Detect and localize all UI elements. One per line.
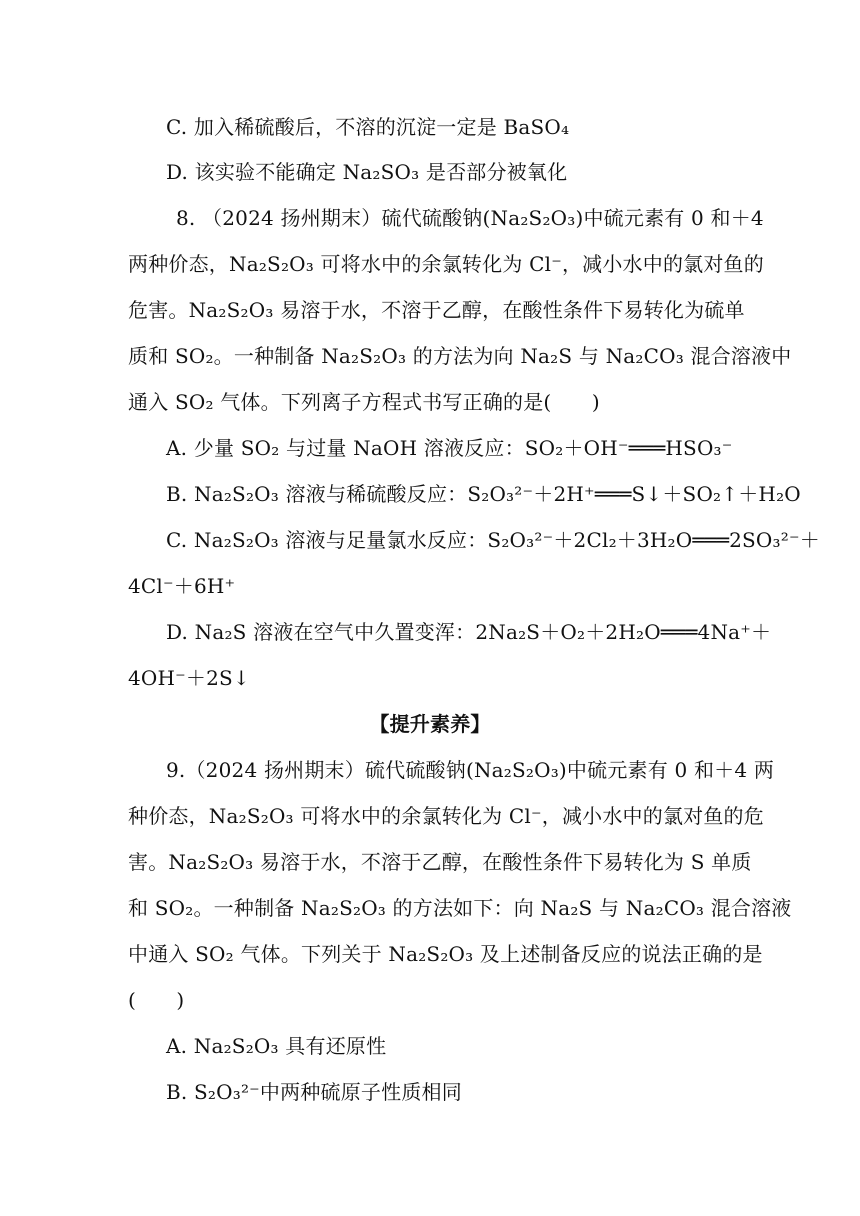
question-8-line-4: 质和 SO₂。一种制备 Na₂S₂O₃ 的方法为向 Na₂S 与 Na₂CO₃ 混合溶液中 xyxy=(128,344,792,368)
option-c-q7: C. 加入稀硫酸后，不溶的沉淀一定是 BaSO₄ xyxy=(166,115,570,139)
option-d-q8: D. Na₂S 溶液在空气中久置变浑：2Na₂S＋O₂＋2H₂O═══4Na⁺＋ xyxy=(166,620,772,644)
question-8-line-2: 两种价态，Na₂S₂O₃ 可将水中的余氯转化为 Cl⁻，减小水中的氯对鱼的 xyxy=(128,252,764,276)
option-d-q7: D. 该实验不能确定 Na₂SO₃ 是否部分被氧化 xyxy=(166,160,568,184)
option-b-q8: B. Na₂S₂O₃ 溶液与稀硫酸反应：S₂O₃²⁻＋2H⁺═══S↓＋SO₂↑＋H₂O xyxy=(166,482,801,506)
section-heading: 【提升素养】 xyxy=(369,712,491,736)
question-9-line-5: 中通入 SO₂ 气体。下列关于 Na₂S₂O₃ 及上述制备反应的说法正确的是 xyxy=(128,942,763,966)
question-8-line-5: 通入 SO₂ 气体。下列离子方程式书写正确的是( ) xyxy=(128,390,600,414)
option-a-q8: A. 少量 SO₂ 与过量 NaOH 溶液反应：SO₂＋OH⁻═══HSO₃⁻ xyxy=(166,436,733,460)
option-b-q9: B. S₂O₃²⁻中两种硫原子性质相同 xyxy=(166,1080,462,1104)
question-9-line-2: 种价态，Na₂S₂O₃ 可将水中的余氯转化为 Cl⁻，减小水中的氯对鱼的危 xyxy=(128,804,764,828)
option-d-q8-continued: 4OH⁻＋2S↓ xyxy=(128,666,250,690)
question-9-line-4: 和 SO₂。一种制备 Na₂S₂O₃ 的方法如下：向 Na₂S 与 Na₂CO₃ 混合溶液 xyxy=(128,896,792,920)
question-9-line-3: 害。Na₂S₂O₃ 易溶于水，不溶于乙醇，在酸性条件下易转化为 S 单质 xyxy=(128,850,752,874)
option-c-q8-continued: 4Cl⁻＋6H⁺ xyxy=(128,574,236,598)
option-c-q8: C. Na₂S₂O₃ 溶液与足量氯水反应：S₂O₃²⁻＋2Cl₂＋3H₂O═══2SO₃²⁻＋ xyxy=(166,528,820,552)
question-9-answer-blank: ( ) xyxy=(128,988,185,1012)
option-a-q9: A. Na₂S₂O₃ 具有还原性 xyxy=(166,1034,387,1058)
question-8-line-3: 危害。Na₂S₂O₃ 易溶于水，不溶于乙醇，在酸性条件下易转化为硫单 xyxy=(128,298,745,322)
question-8-line-1: 8. （2024 扬州期末）硫代硫酸钠(Na₂S₂O₃)中硫元素有 0 和＋4 xyxy=(176,206,764,230)
question-9-line-1: 9.（2024 扬州期末）硫代硫酸钠(Na₂S₂O₃)中硫元素有 0 和＋4 两 xyxy=(166,758,775,782)
